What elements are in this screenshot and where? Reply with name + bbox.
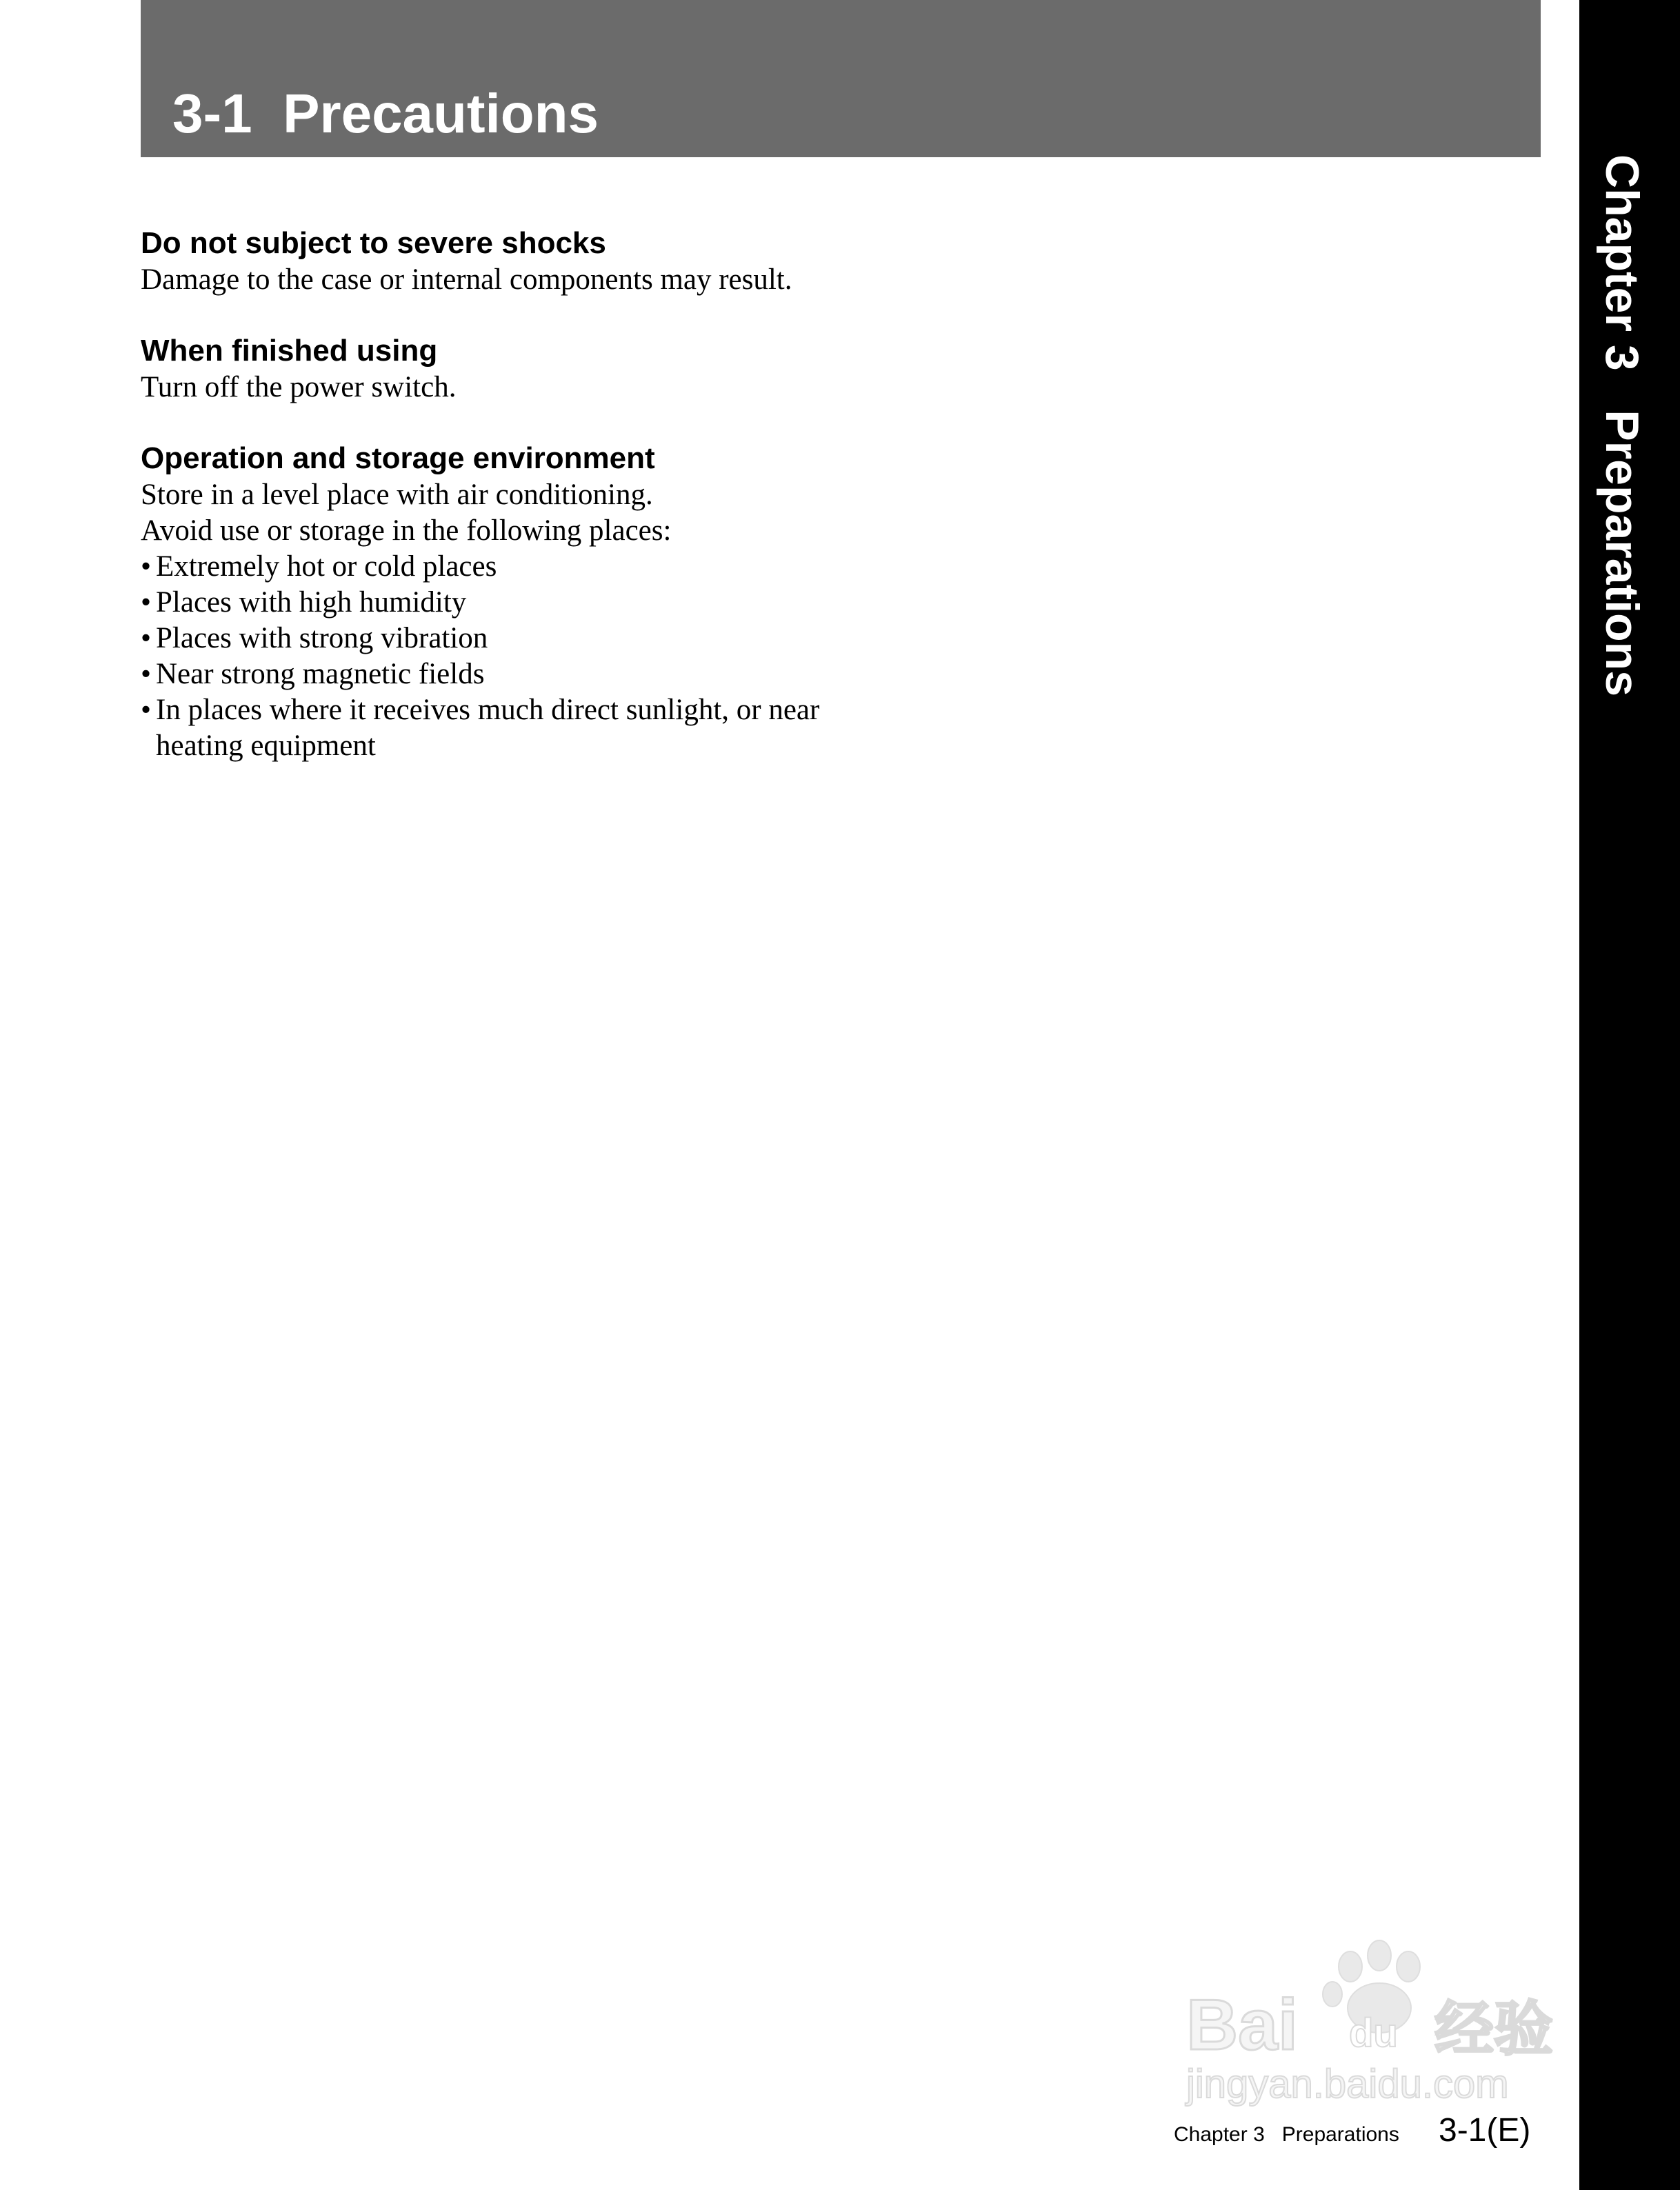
bullet-icon: • bbox=[141, 550, 152, 583]
list-item-text: Extremely hot or cold places bbox=[156, 550, 497, 583]
section-heading: Operation and storage environment bbox=[141, 441, 655, 475]
avoid-places-list bbox=[141, 549, 899, 764]
precautions-content bbox=[141, 225, 899, 798]
section-when-finished bbox=[141, 332, 899, 405]
list-item-text: Places with high humidity bbox=[156, 586, 467, 619]
list-item bbox=[141, 692, 846, 764]
footer-chapter-label: Chapter 3 Preparations bbox=[1174, 2123, 1399, 2146]
list-item bbox=[141, 656, 899, 692]
svg-text:du: du bbox=[1349, 2011, 1398, 2056]
bullet-icon: • bbox=[141, 622, 152, 654]
svg-text:Bai: Bai bbox=[1186, 1985, 1298, 2065]
section-text: Damage to the case or internal components may result. bbox=[141, 263, 792, 296]
list-item bbox=[141, 549, 899, 585]
section-heading: When finished using bbox=[141, 334, 438, 368]
chapter-side-tab-label: Chapter 3 Preparations bbox=[1596, 154, 1648, 697]
section-heading: Do not subject to severe shocks bbox=[141, 226, 606, 260]
page-title: 3-1 Precautions bbox=[172, 83, 599, 144]
bullet-icon: • bbox=[141, 694, 152, 726]
svg-text:经验: 经验 bbox=[1434, 1995, 1553, 2064]
section-text: Avoid use or storage in the following places: bbox=[141, 514, 672, 547]
list-item-text: In places where it receives much direct sunlight, or near heating equipment bbox=[156, 694, 820, 762]
list-item bbox=[141, 621, 899, 656]
section-severe-shocks bbox=[141, 225, 899, 298]
section-header-band bbox=[141, 0, 1541, 157]
section-operation-storage bbox=[141, 440, 899, 764]
section-text: Store in a level place with air conditioning. bbox=[141, 479, 653, 511]
list-item-text: Near strong magnetic fields bbox=[156, 658, 485, 690]
svg-text:jingyan.baidu.com: jingyan.baidu.com bbox=[1186, 2062, 1509, 2107]
bullet-icon: • bbox=[141, 658, 152, 690]
list-item bbox=[141, 585, 899, 621]
list-item-text: Places with strong vibration bbox=[156, 622, 488, 654]
baidu-watermark-logo bbox=[1172, 1931, 1586, 2117]
bullet-icon: • bbox=[141, 586, 152, 619]
section-text: Turn off the power switch. bbox=[141, 371, 457, 403]
footer-page-number: 3-1(E) bbox=[1439, 2112, 1531, 2149]
